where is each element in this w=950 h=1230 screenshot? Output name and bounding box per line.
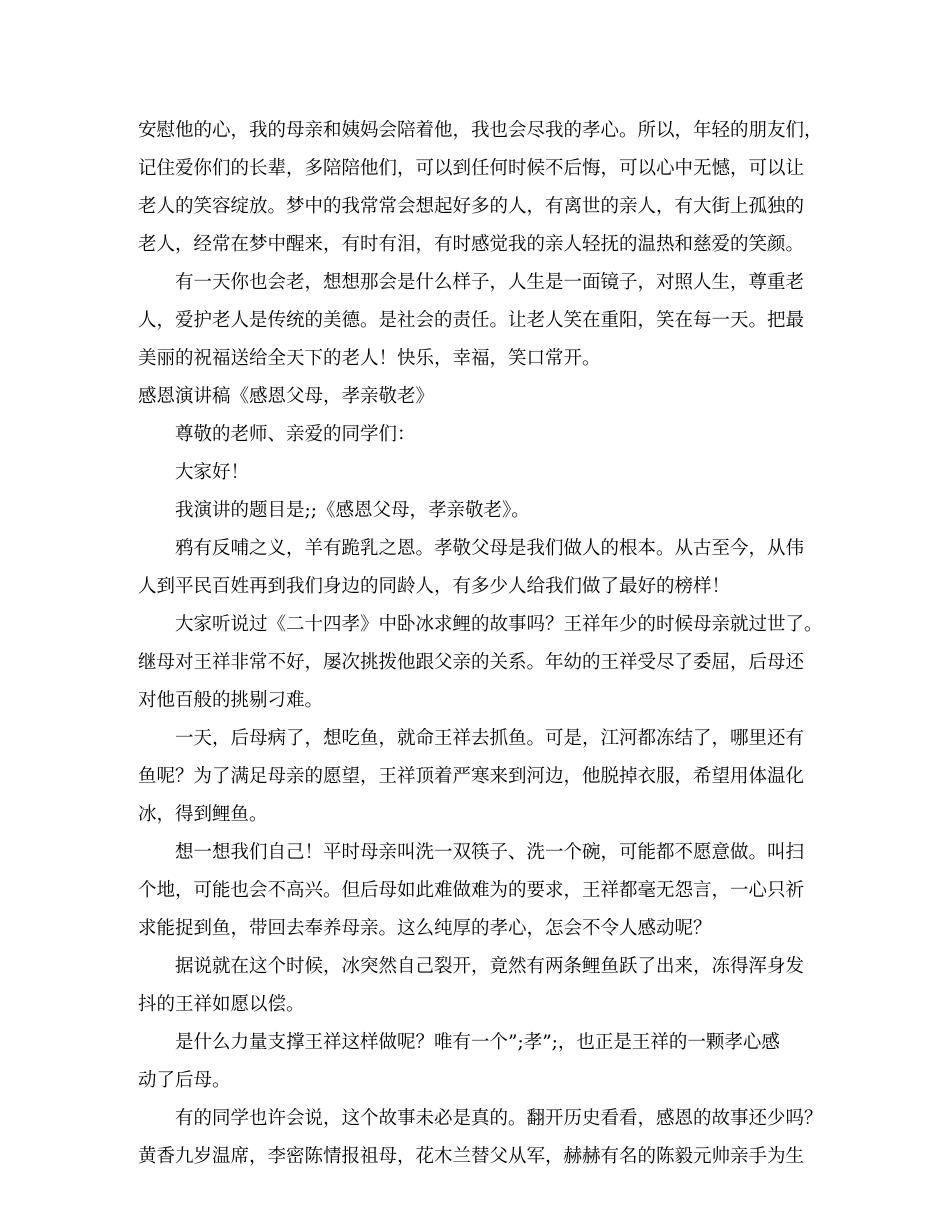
paragraph-line: 鱼呢？为了满足母亲的愿望，王祥顶着严寒来到河边，他脱掉衣服，希望用体温化 [138, 766, 805, 787]
paragraph-line: 想一想我们自己！平时母亲叫洗一双筷子、洗一个碗，可能都不愿意做。叫扫 [175, 842, 805, 863]
paragraph-line: 人到平民百姓再到我们身边的同龄人，有多少人给我们做了最好的榜样！ [138, 576, 731, 597]
paragraph-line: 安慰他的心，我的母亲和姨妈会陪着他，我也会尽我的孝心。所以，年轻的朋友们， [138, 120, 823, 141]
salutation-line: 尊敬的老师、亲爱的同学们： [175, 424, 416, 445]
paragraph-line: 有一天你也会老，想想那会是什么样子，人生是一面镜子，对照人生，尊重老 [175, 272, 805, 293]
paragraph-line: 继母对王祥非常不好，屡次挑拨他跟父亲的关系。年幼的王祥受尽了委屈，后母还 [138, 652, 805, 673]
paragraph-line: 动了后母。 [138, 1070, 231, 1091]
paragraph-line: 记住爱你们的长辈，多陪陪他们，可以到任何时候不后悔，可以心中无憾，可以让 [138, 158, 805, 179]
paragraph-line: 美丽的祝福送给全天下的老人！快乐，幸福，笑口常开。 [138, 348, 601, 369]
section-title: 感恩演讲稿《感恩父母，孝亲敬老》 [138, 386, 435, 407]
paragraph-line: 黄香九岁温席，李密陈情报祖母，花木兰替父从军，赫赫有名的陈毅元帅亲手为生 [138, 1146, 805, 1167]
paragraph-line: 个地，可能也会不高兴。但后母如此难做难为的要求，王祥都毫无怨言，一心只祈 [138, 880, 805, 901]
paragraph-line: 老人，经常在梦中醒来，有时有泪，有时感觉我的亲人轻抚的温热和慈爱的笑颜。 [138, 234, 805, 255]
paragraph-line: 有的同学也许会说，这个故事未必是真的。翻开历史看看，感恩的故事还少吗？ [175, 1108, 823, 1129]
greeting-line: 大家好！ [175, 462, 250, 483]
paragraph-line: 一天，后母病了，想吃鱼，就命王祥去抓鱼。可是，江河都冻结了，哪里还有 [175, 728, 805, 749]
paragraph-line: 据说就在这个时候，冰突然自己裂开，竟然有两条鲤鱼跃了出来，冻得浑身发 [175, 956, 805, 977]
paragraph-line: 老人的笑容绽放。梦中的我常常会想起好多的人，有离世的亲人，有大街上孤独的 [138, 196, 805, 217]
paragraph-line: 求能捉到鱼，带回去奉养母亲。这么纯厚的孝心，怎会不令人感动呢？ [138, 918, 712, 939]
paragraph-line: 对他百般的挑剔刁难。 [138, 690, 324, 711]
paragraph-line: 人，爱护老人是传统的美德。是社会的责任。让老人笑在重阳，笑在每一天。把最 [138, 310, 805, 331]
paragraph-line: 鸦有反哺之义，羊有跪乳之恩。孝敬父母是我们做人的根本。从古至今，从伟 [175, 538, 805, 559]
paragraph-line: 抖的王祥如愿以偿。 [138, 994, 305, 1015]
paragraph-line: 是什么力量支撑王祥这样做呢？唯有一个”;孝”;，也正是王祥的一颗孝心感 [175, 1032, 780, 1053]
paragraph-line: 冰，得到鲤鱼。 [138, 804, 268, 825]
topic-line: 我演讲的题目是;;《感恩父母，孝亲敬老》。 [175, 500, 530, 521]
paragraph-line: 大家听说过《二十四孝》中卧冰求鲤的故事吗？王祥年少的时候母亲就过世了。 [175, 614, 823, 635]
